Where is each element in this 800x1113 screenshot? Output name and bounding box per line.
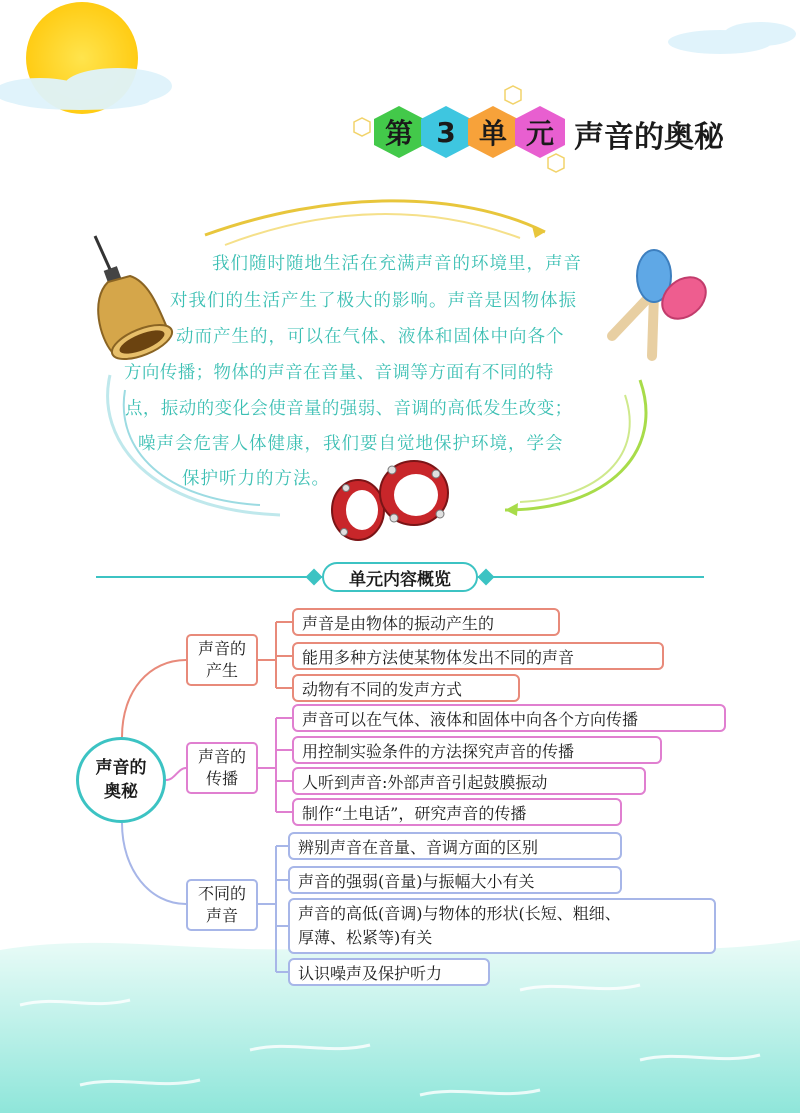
intro-line: 我们随时随地生活在充满声音的环境里，声音 (212, 254, 582, 274)
mindmap-leaf: 制作“土电话”，研究声音的传播 (292, 798, 622, 826)
branch-sound-propagation (186, 742, 258, 794)
unit-char: 第 (384, 117, 413, 150)
mindmap-leaf (288, 898, 716, 954)
page-title: 声音的奥秘 (574, 120, 724, 155)
root-label-line: 声音的 (95, 758, 147, 778)
unit-chip-2 (419, 105, 473, 159)
mindmap-leaf: 认识噪声及保护听力 (288, 958, 490, 986)
mindmap-leaf: 用控制实验条件的方法探究声音的传播 (292, 736, 662, 764)
intro-line: 方向传播；物体的声音在音量、音调等方面有不同的特 (124, 363, 554, 383)
branch-label-line: 不同的 (197, 884, 246, 903)
root-label-line: 奥秘 (104, 782, 138, 802)
branch-different-sounds (186, 879, 258, 931)
mindmap-leaf: 动物有不同的发声方式 (292, 674, 520, 702)
branch-label-line: 传播 (205, 769, 238, 788)
mindmap-leaf: 辨别声音在音量、音调方面的区别 (288, 832, 622, 860)
mindmap-leaf: 声音是由物体的振动产生的 (292, 608, 560, 636)
unit-char: 元 (525, 117, 554, 150)
mindmap-leaf: 人听到声音:外部声音引起鼓膜振动 (292, 767, 646, 795)
unit-chip-1 (372, 105, 426, 159)
mindmap-root (76, 737, 166, 823)
bell-icon (95, 236, 177, 366)
unit-chip-4 (513, 105, 567, 159)
mindmap-leaf: 声音的强弱(音量)与振幅大小有关 (288, 866, 622, 894)
unit-char: 单 (478, 117, 507, 150)
intro-line: 保护听力的方法。 (182, 469, 330, 489)
leaf-line: 声音的高低(音调)与物体的形状(长短、粗细、 (298, 904, 621, 923)
mindmap-leaf: 能用多种方法使某物体发出不同的声音 (292, 642, 664, 670)
tambourine-icon (332, 461, 448, 540)
maracas-icon (612, 250, 714, 356)
branch-label-line: 声音 (205, 906, 238, 925)
branch-label-line: 声音的 (197, 639, 246, 658)
leaf-line: 厚薄、松紧等)有关 (298, 928, 433, 947)
mindmap-leaf: 声音可以在气体、液体和固体中向各个方向传播 (292, 704, 726, 732)
intro-line: 对我们的生活产生了极大的影响。声音是因物体振 (170, 291, 577, 311)
section-title: 单元内容概览 (322, 562, 478, 592)
branch-label-line: 产生 (205, 661, 238, 680)
unit-chip-3 (466, 105, 520, 159)
branch-label-line: 声音的 (197, 747, 246, 766)
unit-number: 3 (436, 115, 456, 149)
branch-sound-production (186, 634, 258, 686)
intro-line: 动而产生的，可以在气体、液体和固体中向各个 (176, 327, 565, 347)
intro-line: 噪声会危害人体健康，我们要自觉地保护环境，学会 (138, 434, 564, 454)
intro-line: 点，振动的变化会使音量的强弱、音调的高低发生改变； (125, 399, 573, 419)
